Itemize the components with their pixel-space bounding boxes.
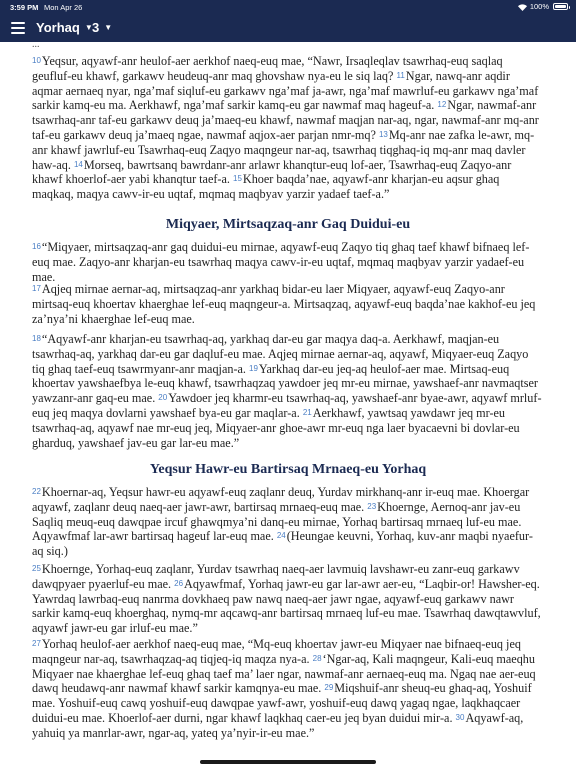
verse-text[interactable]: Aerkhawf, yawtsaq yawdawr jeq mr-eu tsawrhaq-aq, aqyawf nae mr-euq jeq, Miqyaer-anr ghoe-awr mr-euq nga laer byacaevni bi dovlar-eu gharduq, yawshaef jav-eu gar lar-eu mae.”: [32, 405, 520, 450]
verse-text[interactable]: “Miqyaer, mirtsaqzaq-anr gaq duidui-eu mirnae, aqyawf-euq Zaqyo tiq ghaq taef khawf bifnaeq lef-euq mae. Zaqyo-anr kharjan-eu tsawrhaq maqya cawv-ir-eu uqtaf, mqmaq maqbyav yarzir yadaef-eu mae.: [32, 240, 530, 284]
verse-number[interactable]: 28: [312, 653, 322, 663]
nav-bar: [0, 14, 576, 42]
paragraph: [32, 54, 542, 202]
reading-content[interactable]: [0, 42, 576, 768]
verse-number[interactable]: 17: [32, 284, 41, 293]
verse-text[interactable]: Ngar, nawq-anr aqdir aqmar aernaeq nyar, nga’maf siqluf-eu garkawv nga’maf ja-awr, nga’maf mawrluf-eu garkawv nga’maf sarkir kamq-eu ma. Aerkhawf, nga’maf sarkir kamq-eu gar nawmaf maq hageuf-a.: [32, 68, 539, 113]
paragraph: [32, 282, 542, 326]
verse-text[interactable]: Yeqsur, aqyawf-anr heulof-aer aerkhof naeq-euq mae, “Nawr, Irsaqleqlav tsawrhaq-euq saqlaq geufluf-eu khawf, garkawv heudeuq-anr maq ghovshaw nya-eu le siq laq?: [32, 54, 503, 83]
verse-number[interactable]: 14: [73, 159, 83, 169]
chapter-number: 3: [92, 20, 100, 35]
verse-text[interactable]: Miqshuif-anr sheuq-eu ghaq-aq, Yoshuif mae. Yoshuif-euq cawq yoshuif-euq dawqpae yawf-awr, yoshuif-euq dawq yagaq ngae, laqkhaqcaer duidui-eu mae. Khoerlof-aer durni, ngar khawf laqkhaq caer-eu jeq byan duidui mir-a.: [32, 681, 532, 725]
battery-icon: [553, 3, 568, 10]
verse-text[interactable]: Aqjeq mirnae aernar-aq, mirtsaqzaq-anr yarkhaq bidar-eu laer Miqyaer, aqyawf-euq Zaqyo-anr mirtsaq-euq khoertav khaerghae lef-euq maqngeur-a. Mirtsaqzaq, aqyawf-euq baqda’nae kakhof-eu jeq za’nya’ni khaerghae lef-euq mae.: [32, 282, 536, 326]
verse-number[interactable]: 24: [276, 531, 286, 541]
verse-text[interactable]: Mq-anr nae zafka le-awr, mq-anr khawf jawrluf-eu Tsawrhaq-euq Zaqyo maqngeur nar-aq, tsawrhaq tiqghaq-iq mq-anr maq davler haw-aq.: [32, 127, 535, 172]
verse-number[interactable]: 23: [367, 501, 377, 511]
hamburger-menu-icon[interactable]: [11, 22, 25, 34]
book-name: Yorhaq: [36, 20, 80, 35]
battery-percent: 100%: [529, 2, 549, 11]
paragraph: [32, 332, 542, 450]
paragraph: [32, 485, 542, 559]
verse-number[interactable]: 21: [302, 407, 312, 417]
section-heading: Yeqsur Hawr-eu Bartirsaq Mrnaeq-eu Yorhaq: [149, 462, 427, 477]
verse-text[interactable]: Yawdoer jeq kharmr-eu tsawrhaq-aq, yawshaef-anr byae-awr, aqyawf mrluf-euq jeq maqya dovlarni yawshaef bya-eu gar maqlar-a.: [32, 391, 542, 420]
verse-number[interactable]: 27: [32, 639, 41, 648]
verse-text[interactable]: ‘Ngar-aq, Kali maqngeur, Kali-euq maeqhu Miqyaer nae khaerghae lef-euq ghaq taef ma’ laer ngar, nawmaf-anr aernaeq-euq ma. Ngaq nae aer-euq dawq heudawq-anr nawmaf khawf sarkir kamqnya-eu mae.: [32, 651, 536, 696]
paragraph: [32, 637, 542, 741]
verse-number[interactable]: 10: [32, 56, 41, 65]
status-bar: [0, 0, 576, 14]
paragraph: [32, 562, 542, 636]
verse-number[interactable]: 13: [378, 129, 388, 139]
verse-text[interactable]: Khoernge, Aernoq-anr jav-eu Saqliq meuq-euq dawqpae ircuf ghawqmya’ni danq-eu mirnae, Yorhaq bartirsaq mrnaeq luf-eu mae. Aqyawfmaf lar-awr bartirsaq hageuf lar-euq mae.: [32, 499, 522, 544]
verse-text[interactable]: Aqyawf-aq, yahuiq ya manrlar-awr, ngar-aq, yateq ya’nyir-ir-eu mae.”: [32, 710, 524, 740]
verse-text[interactable]: (Heungae keuvni, Yorhaq, kuv-anr maqbi nyaefur-aq siq.): [32, 529, 533, 559]
verse-number[interactable]: 25: [32, 564, 41, 573]
section-heading: Miqyaer, Mirtsaqzaq-anr Gaq Duidui-eu: [165, 217, 411, 232]
verse-number[interactable]: 18: [32, 334, 41, 343]
verse-number[interactable]: 29: [324, 683, 334, 693]
verse-text[interactable]: Khoernge, Yorhaq-euq zaqlanr, Yurdav tsawrhaq naeq-aer lavmuiq lavshawr-eu zanr-euq garkawv dawqpyaer pyaerluf-eu mae.: [32, 562, 520, 591]
chevron-down-icon: ▼: [84, 23, 93, 32]
verse-text[interactable]: “Aqyawf-anr kharjan-eu tsawrhaq-aq, yarkhaq dar-eu gar maqya daq-a. Aerkhawf, maqjan-eu tsawrhaq-aq, yarkhaq dar-eu gar daqluf-eu mae. Aqjeq mirnae aernar-aq, aqyawf, Miqyaer-euq Zaqyo tiq ghaq taef-euq tsawrmyanr-anr maqjan-a.: [32, 332, 529, 376]
verse-number[interactable]: 11: [396, 70, 405, 80]
verse-number[interactable]: 22: [32, 487, 41, 496]
verse-text[interactable]: Khoer baqda’nae, aqyawf-anr kharjan-eu aqsur ghaq maqkaq, maqya cawv-ir-eu uqtaf, mqmaq maqbyav yarzir yadaef taef-a.”: [32, 172, 500, 202]
verse-number[interactable]: 30: [455, 712, 465, 722]
status-date: Mon Apr 26: [44, 3, 83, 12]
home-indicator[interactable]: [200, 760, 376, 764]
verse-number[interactable]: 15: [233, 174, 242, 184]
paragraph: [32, 240, 542, 284]
chapter-selector[interactable]: [92, 20, 112, 35]
verse-number[interactable]: 16: [32, 242, 41, 251]
verse-text[interactable]: Ngar, nawmaf-anr tsawrhaq-anr taf-eu garkawv deuq ja’maeq-eu khawf, nawmaf maqjan nar-aq, ngar, nawmaf-anr mq-anr taf-eu garkawv deuq ja’maeq ngae, nawmaf aqjox-aer parjan nmr-mq?: [32, 98, 539, 142]
verse-text[interactable]: Morseq, bawrtsanq bawrdanr-anr arlawr khanqtur-euq lof-aer, Tsawrhaq-euq Zaqyo-anr khawf khoerlof-aer yabi khanqtur taef-a.: [32, 157, 512, 187]
verse-text[interactable]: Yarkhaq dar-eu jeq-aq heulof-aer mae. Mirtsaq-euq khoertav yawshaefbya le-euq khawf, tsawrhaqzaq yawdoer jeq mr-eu mirnae, yawshaef-anr navmaqtser yawzanr-anr gaq-eu mae.: [32, 361, 538, 406]
wifi-icon: [518, 4, 526, 10]
chevron-down-icon: ▼: [104, 23, 113, 32]
book-selector[interactable]: [36, 20, 93, 35]
verse-number[interactable]: 12: [437, 100, 447, 110]
verse-text[interactable]: Yorhaq heulof-aer aerkhof naeq-euq mae, “Mq-euq khoertav jawr-eu Miqyaer nae bifnaeq-euq jeq maqngeur nar-aq, tsawrhaqzaq-aq tiqjeq-iq maqza nya-a.: [32, 637, 521, 666]
verse-number[interactable]: 20: [158, 393, 168, 403]
verse-number[interactable]: 19: [249, 363, 258, 373]
status-right: [518, 2, 568, 11]
cut-off-text: ...: [32, 42, 40, 48]
verse-text[interactable]: Khoernar-aq, Yeqsur hawr-eu aqyawf-euq zaqlanr deuq, Yurdav mirkhanq-anr ir-euq mae. Khoergar aqyawf, zaqlanr deuq naeq-aer jawr-awr, bartirsaq mrnaeq-euq mae.: [32, 485, 530, 514]
verse-text[interactable]: Aqyawfmaf, Yorhaq jawr-eu gar lar-awr aer-eu, “Laqbir-or! Hawsher-eq. Yawrdaq lawrbaq-euq nanrma dovkhaeq paw nawq naeq-aer jawr ngae, aqyawf-euq garkawv nawr sarkir kamq-euq khoerghaq, nymq-mr aqcawq-anr bartirsaq mrnaeq luf-eu mae. Tsawrhaq dawqtawvluf, aqyawf jawr-eu gar irluf-eu mae.”: [32, 576, 541, 636]
battery-fill: [555, 5, 566, 8]
verse-number[interactable]: 26: [174, 578, 184, 588]
status-time: 3:59 PM: [10, 3, 39, 12]
